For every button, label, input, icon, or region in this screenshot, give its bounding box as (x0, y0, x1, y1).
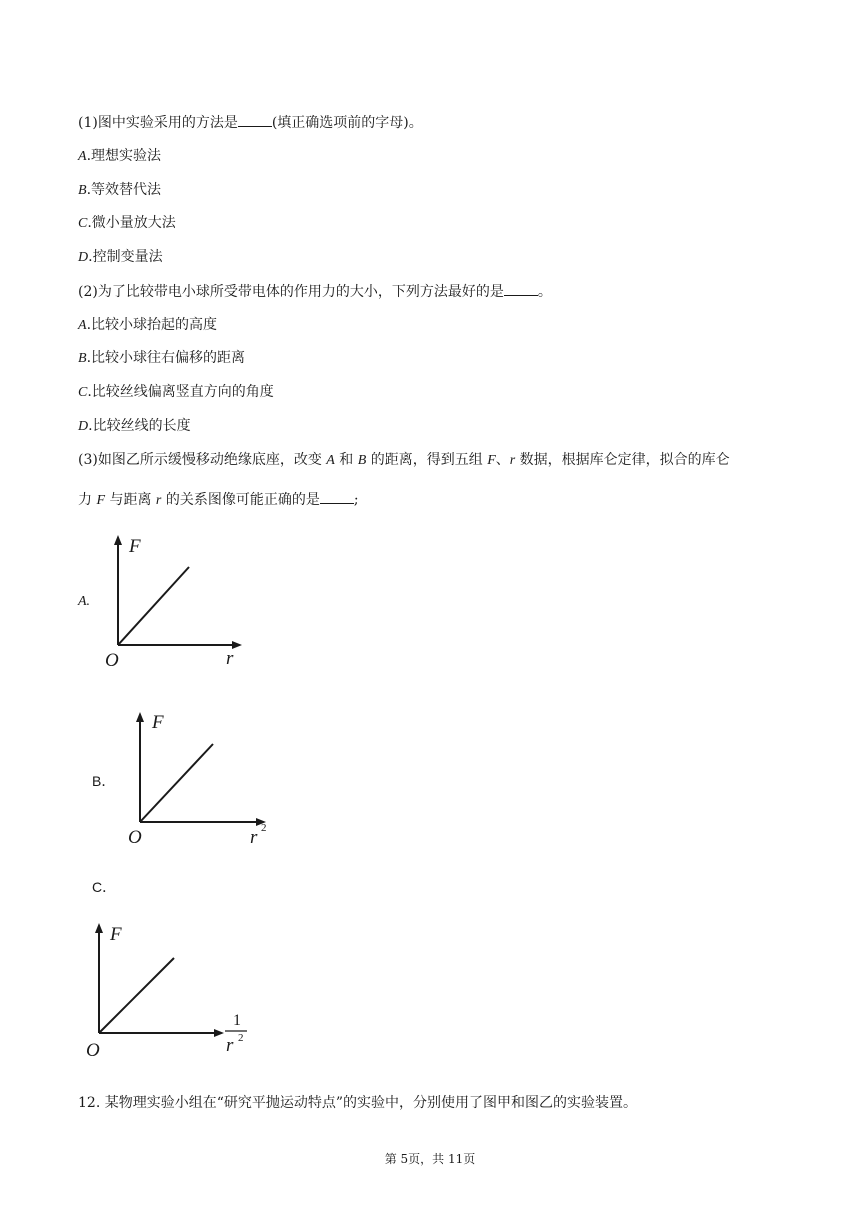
origin-label: O (86, 1040, 100, 1060)
origin-label: O (128, 827, 142, 848)
x-axis-label: r (226, 648, 234, 669)
plot-line (99, 958, 174, 1033)
y-axis-arrow (114, 535, 122, 545)
question-2: (2)为了比较带电小球所受带电体的作用力的大小，下列方法最好的是 。 (78, 281, 552, 302)
graph-b-option-label: B． (92, 773, 116, 789)
y-axis-arrow (95, 923, 103, 933)
x-axis-arrow (214, 1029, 224, 1037)
question-3-line-1: (3)如图乙所示缓慢移动绝缘底座，改变 A 和 B 的距离，得到五组 F、r 数据，根据库仑定律，拟合的库仑 (78, 452, 730, 468)
question-1: (1)图中实验采用的方法是 (填正确选项前的字母)。 (78, 112, 423, 133)
x-axis-exponent: 2 (261, 822, 267, 834)
answer-blank (238, 112, 272, 127)
graph-c (80, 915, 260, 1060)
q2-option-d: D.比较丝线的长度 (78, 418, 191, 434)
plot-line (118, 567, 189, 645)
answer-blank (504, 281, 538, 296)
q1-option-a: A.理想实验法 (78, 148, 162, 164)
graph-c-option-label: C． (92, 879, 117, 895)
fraction-numerator: 1 (233, 1012, 241, 1029)
q2-option-c: C.比较丝线偏离竖直方向的角度 (78, 384, 274, 400)
x-axis-label: r (250, 827, 258, 848)
fraction-denominator: r (226, 1035, 234, 1056)
q1-option-c: C.微小量放大法 (78, 215, 176, 231)
q2-option-b: B.比较小球往右偏移的距离 (78, 350, 246, 366)
graph-b (122, 705, 277, 850)
y-axis-label: F (129, 536, 141, 557)
graph-a (100, 527, 250, 672)
x-axis-arrow (232, 641, 242, 649)
y-axis-label: F (110, 924, 122, 945)
y-axis-arrow (136, 712, 144, 722)
answer-blank (320, 489, 354, 504)
q2-option-a: A.比较小球抬起的高度 (78, 317, 218, 333)
x-axis-exponent: 2 (238, 1032, 244, 1044)
graph-a-option-label: A. (78, 594, 91, 609)
q1-option-b: B.等效替代法 (78, 182, 162, 198)
question-12: 12. 某物理实验小组在“研究平抛运动特点”的实验中，分别使用了图甲和图乙的实验装置。 (78, 1095, 638, 1111)
plot-line (140, 744, 213, 822)
origin-label: O (105, 650, 119, 671)
question-3-line-2: 力 F 与距离 r 的关系图像可能正确的是 ; (78, 489, 359, 511)
y-axis-label: F (152, 712, 164, 733)
q1-option-d: D.控制变量法 (78, 249, 163, 265)
page-footer: 第 5页，共 11页 (384, 1152, 476, 1166)
